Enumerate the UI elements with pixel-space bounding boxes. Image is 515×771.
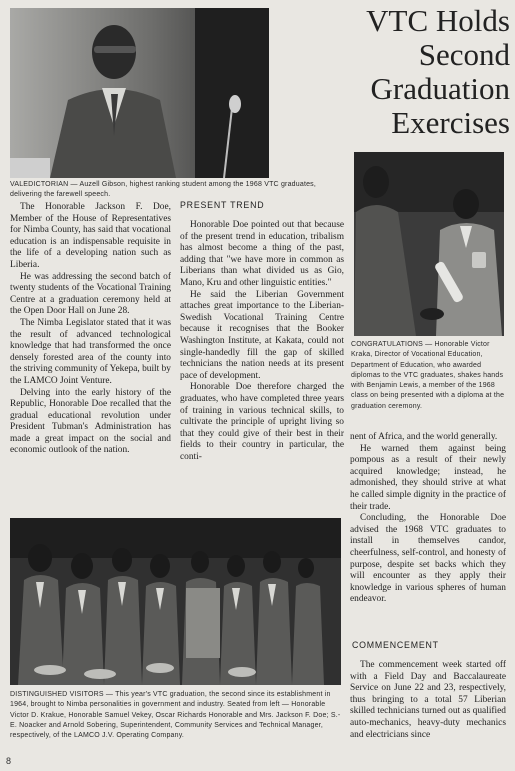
headline-line: VTC Holds (366, 3, 510, 38)
caption-valedictorian: VALEDICTORIAN — Auzell Gibson, highest ranking student among the 1968 VTC graduates, delivering the farewell speech. (10, 181, 317, 199)
photo-congratulations (354, 152, 504, 336)
headline-line: Graduation (370, 71, 510, 106)
paragraph: nent of Africa, and the world generally. (350, 432, 498, 442)
article-column-2 (180, 220, 344, 463)
paragraph: The Nimba Legislator stated that it was the result of advanced technological knowledge that had transformed the once densely forested area of the county into the striving community of Yekepa, built by the LAMCO Joint Venture. (10, 317, 171, 386)
headline (330, 4, 510, 140)
paragraph: The commencement week started off with a Field Day and Baccalaureate Service on June 22 and 23, respectively, thus bringing to a total 57 Liberian skilled technicians turned out as qualified auto-mechanics, heavy-duty mechanics and electricians since (350, 660, 506, 740)
article-column-3-commencement (350, 660, 506, 741)
paragraph: Honorable Doe therefore charged the graduates, who have completed three years of training in various technical skills, to cultivate the principle of upright living so that they could give of their best in their fields to their country in particular, the conti- (180, 382, 344, 462)
headline-line: Exercises (391, 105, 510, 140)
subhead-commencement: COMMENCEMENT (352, 640, 439, 650)
photo-valedictorian (10, 8, 269, 178)
photo-distinguished-visitors (10, 518, 341, 685)
paragraph: He was addressing the second batch of twenty students of the Vocational Training Centre at a graduation ceremony held at the Open Door Hall on June 28. (10, 271, 171, 317)
headline-line: Second (418, 37, 510, 72)
caption-distinguished-visitors: DISTINGUISHED VISITORS — This year's VTC graduation, the second since its establishment in 1964, brought to Nimba personalities in government and industry. Seated from left — Honorable Victor D. Krakue, Honorable Samuel Vekey, Oscar Richards Honorable and Mrs. Jackson F. Doe; S.-E. Noacker and Arnold Sobering, Superintendent, Community Services and Technical Manager, respectively, of the LAMCO J.V. Operating Company. (10, 691, 341, 740)
paragraph: Delving into the early history of the Republic, Honorable Doe recalled that the gradual educational revolution under President Tubman's Administration has made a great impact on the social and economic outlook of the nation. (10, 387, 171, 456)
caption-congratulations: CONGRATULATIONS — Honorable Victor Kraka, Director of Vocational Education, Department of Education, who awarded diplomas to the VTC graduates, shakes hands with Benjamin Lewis, a member of the 1968 class on being presented with a diploma at the graduation ceremony. (351, 341, 505, 410)
subhead-present-trend: PRESENT TREND (180, 200, 265, 210)
article-column-3 (350, 432, 506, 606)
paragraph: Concluding, the Honorable Doe advised the 1968 VTC graduates to install in themselves candor, cheerfulness, self-control, and honesty of purpose, despite set backs which they will encounter as they apply their knowledge in various spheres of human endeavor. (350, 513, 506, 605)
paragraph: Honorable Doe pointed out that because of the present trend in education, tribalism has almost become a thing of the past, adding that "we have more in common as Liberians than what divided us as Gio, Mano, Kru and other linguistic entities." (180, 220, 344, 288)
page-number: 8 (6, 756, 12, 766)
paragraph: He warned them against being pompous as a result of their newly acquired knowledge; instead, he admonished, they should strive at what he called simple dignity in the practice of their trade. (350, 443, 506, 512)
paragraph: The Honorable Jackson F. Doe, Member of the House of Representatives for Nimba County, has said that vocational education is an indispensable requisite in the life of a developing nation such as Liberia. (10, 202, 171, 270)
article-column-1 (10, 202, 171, 457)
paragraph: He said the Liberian Government attaches great importance to the Liberian-Swedish Vocational Training Centre because it recognises that the Booker Washington Institute, at Kakata, could not single-handedly fill the gap of skilled technicians the nation needs at its present pace of development. (180, 289, 344, 381)
